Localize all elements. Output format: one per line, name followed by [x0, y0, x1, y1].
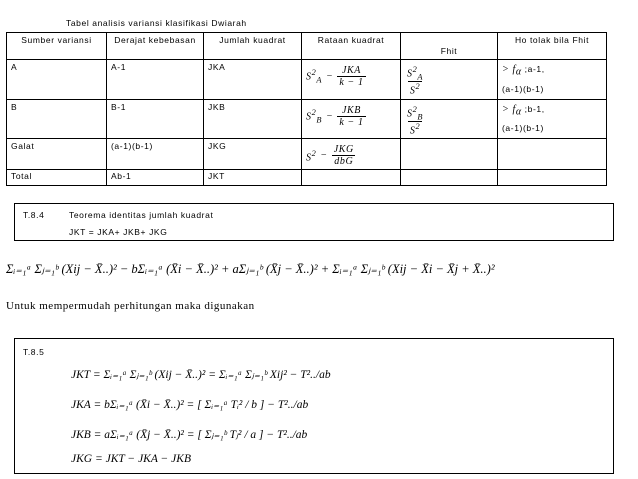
theorem-formula: JKT = JKA+ JKB+ JKG — [69, 227, 168, 237]
reject-df2: (a-1)(b-1) — [502, 83, 544, 94]
source-cell: A — [7, 60, 107, 100]
f-num-sup: 2 — [412, 65, 418, 74]
fhit-cell — [401, 60, 498, 100]
table-header-row — [7, 33, 607, 60]
theorem-box — [14, 203, 614, 241]
ms-sup: 2 — [311, 107, 317, 117]
table-row — [7, 139, 607, 170]
reject-f: > f — [502, 64, 516, 75]
header-cell: Ho tolak bila Fhit — [498, 33, 607, 60]
eq-jkg: JKG = JKT − JKA − JKB — [71, 453, 191, 465]
header-cell: Rataan kuadrat — [302, 33, 401, 60]
table-row — [7, 170, 607, 186]
formulas-box — [14, 338, 614, 474]
header-cell: Derajat kebebasan — [107, 33, 204, 60]
identity-formula: Σᵢ₌₁ᵃ Σⱼ₌₁ᵇ (Xij − X̄..)² − bΣᵢ₌₁ᵃ (X̄i − X̄..)² + aΣⱼ₌₁ᵇ (X̄j − X̄..)² + Σᵢ₌₁ᵃ Σⱼ₌₁ᵇ (Xij − X̄i − X̄j + X̄..)² — [6, 262, 495, 276]
ms-symbol: S — [306, 71, 312, 83]
f-num: S — [407, 68, 413, 80]
fhit-cell — [401, 170, 498, 186]
ms-num: JKB — [342, 104, 362, 116]
reject-cell — [498, 139, 607, 170]
reject-f: > f — [502, 103, 516, 115]
f-den-sup: 2 — [415, 82, 421, 92]
reject-alpha: α — [515, 106, 522, 118]
ms-cell: $S^2$ − $\frac{\text{JKG}}{\text{dbG}}$ — [302, 139, 401, 170]
ms-num: JKG — [333, 144, 354, 156]
eq-jkb: JKB = aΣᵢ₌₁ᵃ (X̄j − X̄..)² = [ Σⱼ₌₁ᵇ Tⱼ² / a ] − T²../ab — [71, 429, 308, 441]
anova-table — [6, 32, 607, 186]
f-den-sup: 2 — [415, 121, 421, 131]
ms-symbol: S — [306, 151, 312, 163]
header-cell: Jumlah kuadrat — [204, 33, 302, 60]
ms-num: JKA — [342, 65, 362, 76]
df-cell: A-1 — [107, 60, 204, 100]
reject-df: ;a-1, — [524, 64, 545, 74]
header-cell: Fhit — [401, 33, 498, 60]
reject-df: ;b-1, — [524, 103, 545, 114]
simplify-text: Untuk mempermudah perhitungan maka digunakan — [6, 300, 255, 312]
eq-jka: JKA = bΣᵢ₌₁ᵃ (X̄i − X̄..)² = [ Σᵢ₌₁ᵃ Tᵢ² / b ] − T²../ab — [71, 399, 309, 411]
ss-cell: JKB — [204, 99, 302, 139]
ms-den: k − 1 — [339, 77, 364, 88]
f-num-sup: 2 — [412, 104, 418, 114]
reject-cell — [498, 170, 607, 186]
header-cell: Sumber variansi — [7, 33, 107, 60]
ms-sub: B — [316, 115, 323, 125]
reject-alpha: α — [515, 66, 522, 78]
table-row — [7, 99, 607, 139]
theorem-label: T.8.4 — [23, 210, 45, 220]
reject-df2: (a-1)(b-1) — [502, 123, 544, 134]
fhit-cell — [401, 99, 498, 139]
ms-sup: 2 — [311, 148, 317, 158]
ms-den: k − 1 — [339, 116, 364, 128]
f-den: S — [409, 85, 416, 97]
f-num-sub: B — [417, 111, 424, 121]
reject-cell — [498, 60, 607, 100]
ms-den: dbG — [334, 156, 354, 168]
source-cell: Galat — [7, 139, 107, 170]
ms-cell — [302, 170, 401, 186]
section-label: T.8.5 — [23, 347, 45, 357]
df-cell: (a-1)(b-1) — [107, 139, 204, 170]
ss-cell: JKA — [204, 60, 302, 100]
ms-symbol: S — [306, 111, 312, 123]
source-cell: Total — [7, 170, 107, 186]
ms-sub: A — [316, 75, 323, 85]
ms-sup: 2 — [311, 68, 317, 78]
theorem-title: Teorema identitas jumlah kuadrat — [69, 210, 214, 220]
f-num: S — [407, 107, 413, 119]
f-num-sub: A — [417, 72, 424, 82]
ms-cell: $S^2_A$ − $\frac{\text{JKA}}{k - 1}$ — [302, 60, 401, 100]
eq-jkt: JKT = Σᵢ₌₁ᵃ Σⱼ₌₁ᵇ (Xij − X̄..)² = Σᵢ₌₁ᵃ Σⱼ₌₁ᵇ Xij² − T²../ab — [71, 369, 331, 381]
table-row — [7, 60, 607, 100]
ms-cell: $S^2_B$ − $\frac{\text{JKB}}{k - 1}$ — [302, 99, 401, 139]
df-cell: B-1 — [107, 99, 204, 139]
source-cell: B — [7, 99, 107, 139]
fhit-cell — [401, 139, 498, 170]
df-cell: Ab-1 — [107, 170, 204, 186]
ss-cell: JKT — [204, 170, 302, 186]
ss-cell: JKG — [204, 139, 302, 170]
table-title: Tabel analisis variansi klasifikasi Dwiarah — [66, 18, 247, 28]
reject-cell — [498, 99, 607, 139]
f-den: S — [409, 125, 416, 137]
